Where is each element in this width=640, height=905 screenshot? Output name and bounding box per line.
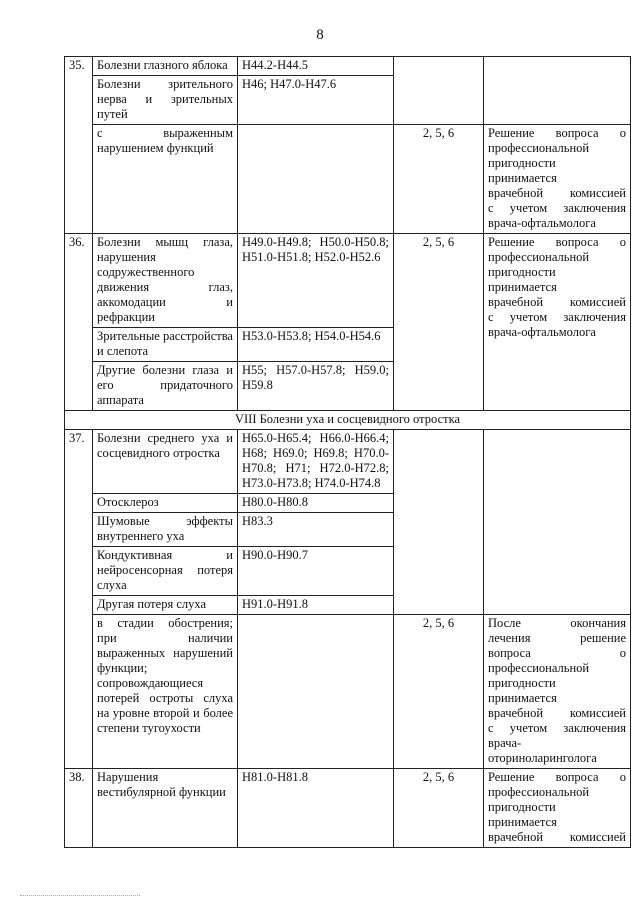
disease-name: Шумовые эффекты внутреннего уха xyxy=(93,513,238,547)
disease-name: с выраженным нарушением функций xyxy=(93,125,238,234)
note-line: профессиональной xyxy=(488,250,590,264)
category-cell xyxy=(394,430,484,615)
disease-name: Отосклероз xyxy=(93,494,238,513)
note-line: принимается xyxy=(488,171,557,185)
section-header: VIII Болезни уха и сосцевидного отростка xyxy=(65,411,631,430)
disease-name: Зрительные расстройства и слепота xyxy=(93,328,238,362)
table-row xyxy=(65,615,631,769)
icd-codes: H44.2-H44.5 xyxy=(238,57,394,76)
note-line: врачебной комиссией xyxy=(488,706,626,720)
row-number: 38. xyxy=(65,769,93,848)
note-line: профессиональной xyxy=(488,141,590,155)
disease-name: Болезни мышц глаза, нарушения содружественного движения глаз, аккомодации и рефракции xyxy=(93,234,238,328)
category-numbers: 2, 5, 6 xyxy=(394,234,484,411)
note-line: врачебной комиссией xyxy=(488,295,626,309)
note-line: пригодности xyxy=(488,676,556,690)
table-row xyxy=(65,125,631,234)
note-line: Решение вопроса о xyxy=(488,770,626,784)
note-line: врача-офтальмолога xyxy=(488,325,596,339)
diseases-table xyxy=(64,56,631,848)
note-line: пригодности xyxy=(488,156,556,170)
icd-codes: H91.0-H91.8 xyxy=(238,596,394,615)
table-row xyxy=(65,57,631,76)
note-line: врачебной комиссией xyxy=(488,830,626,844)
row-number: 37. xyxy=(65,430,93,769)
page-number: 8 xyxy=(316,27,324,43)
note-line: принимается xyxy=(488,815,557,829)
icd-codes: H81.0-H81.8 xyxy=(238,769,394,848)
category-numbers: 2, 5, 6 xyxy=(394,615,484,769)
disease-name: Другая потеря слуха xyxy=(93,596,238,615)
note-text xyxy=(484,234,631,411)
icd-codes xyxy=(238,125,394,234)
note-line: Решение вопроса о xyxy=(488,126,626,140)
note-text xyxy=(484,769,631,848)
category-cell xyxy=(394,57,484,125)
icd-codes: H83.3 xyxy=(238,513,394,547)
row-number: 35. xyxy=(65,57,93,234)
table-row xyxy=(65,430,631,494)
note-line: врачебной комиссией xyxy=(488,186,626,200)
note-line: с учетом заключения xyxy=(488,721,626,735)
icd-codes: H49.0-H49.8; H50.0-H50.8; H51.0-H51.8; H52.0-H52.6 xyxy=(238,234,394,328)
icd-codes: H65.0-H65.4; H66.0-H66.4; H68; H69.0; H69.8; H70.0-H70.8; H71; H72.0-H72.8; H73.0-H73.8; H74.0-H74.8 xyxy=(238,430,394,494)
category-numbers: 2, 5, 6 xyxy=(394,769,484,848)
note-line: врача-офтальмолога xyxy=(488,216,596,230)
section-row xyxy=(65,411,631,430)
table-row xyxy=(65,234,631,328)
icd-codes: H90.0-H90.7 xyxy=(238,547,394,596)
row-number: 36. xyxy=(65,234,93,411)
note-line: пригодности xyxy=(488,265,556,279)
note-text xyxy=(484,615,631,769)
note-text xyxy=(484,125,631,234)
note-cell xyxy=(484,430,631,615)
disease-name: Кондуктивная и нейросенсорная потеря слуха xyxy=(93,547,238,596)
note-cell xyxy=(484,57,631,125)
icd-codes: H80.0-H80.8 xyxy=(238,494,394,513)
icd-codes: H46; H47.0-H47.6 xyxy=(238,76,394,125)
note-line: с учетом заключения xyxy=(488,310,626,324)
disease-name: Болезни зрительного нерва и зрительных путей xyxy=(93,76,238,125)
scan-footer-mark xyxy=(20,895,140,902)
note-line: с учетом заключения xyxy=(488,201,626,215)
table-row xyxy=(65,769,631,848)
category-numbers: 2, 5, 6 xyxy=(394,125,484,234)
icd-codes: H55; H57.0-H57.8; H59.0; H59.8 xyxy=(238,362,394,411)
note-line: профессиональной xyxy=(488,785,590,799)
disease-name: Болезни среднего уха и сосцевидного отростка xyxy=(93,430,238,494)
note-line: пригодности xyxy=(488,800,556,814)
note-line: лечения решение xyxy=(488,631,626,645)
note-line: врача- xyxy=(488,736,522,750)
note-line: вопроса о xyxy=(488,646,626,660)
icd-codes: H53.0-H53.8; H54.0-H54.6 xyxy=(238,328,394,362)
note-line: Решение вопроса о xyxy=(488,235,626,249)
note-line: профессиональной xyxy=(488,661,590,675)
note-line: принимается xyxy=(488,280,557,294)
note-line: принимается xyxy=(488,691,557,705)
disease-name: Другие болезни глаза и его придаточного аппарата xyxy=(93,362,238,411)
disease-name: в стадии обострения; при наличии выраженных нарушений функции; сопровождающиеся потерей остроты слуха на уровне второй и более степени тугоухости xyxy=(93,615,238,769)
note-line: оториноларинголога xyxy=(488,751,597,765)
disease-name: Болезни глазного яблока xyxy=(93,57,238,76)
icd-codes xyxy=(238,615,394,769)
disease-name: Нарушения вестибулярной функции xyxy=(93,769,238,848)
note-line: После окончания xyxy=(488,616,626,630)
